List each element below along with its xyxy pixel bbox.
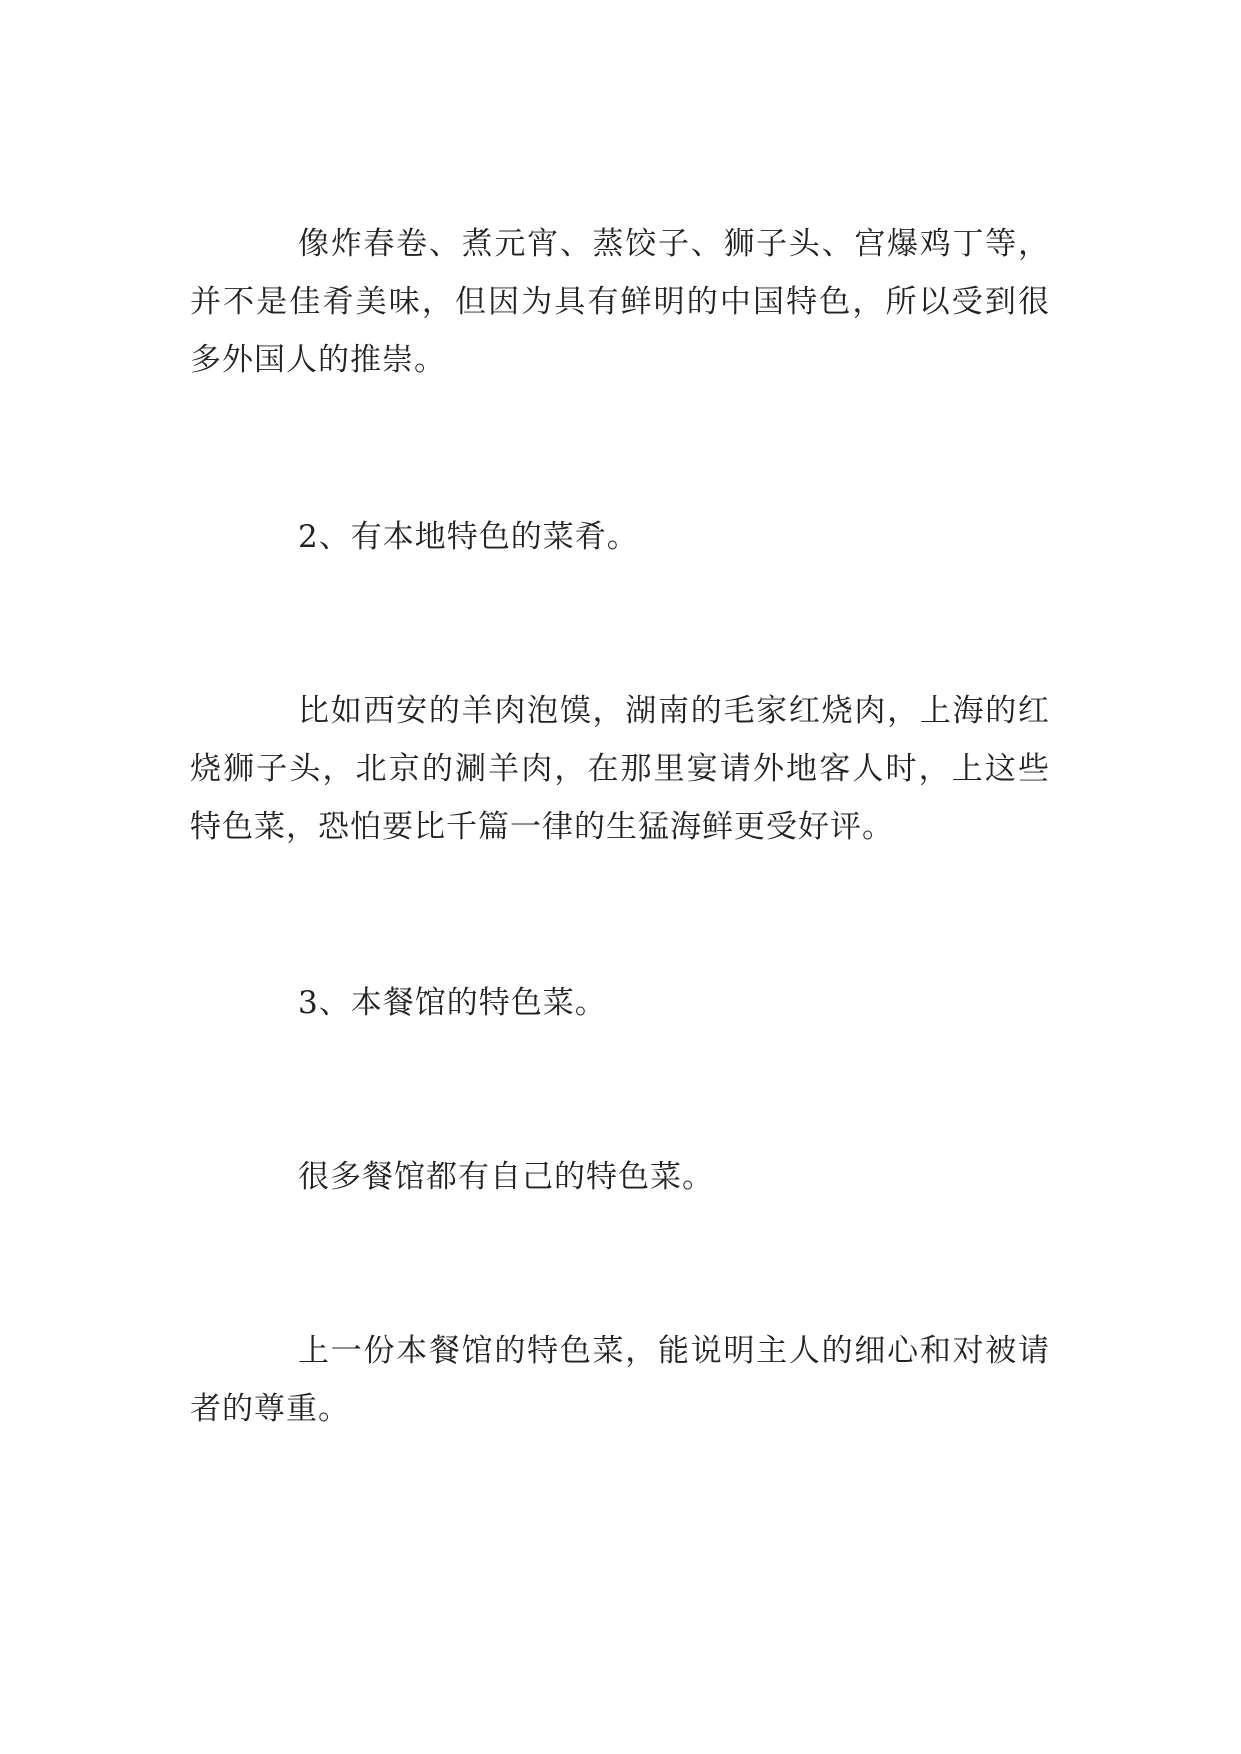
paragraph-restaurant-own-dishes: 很多餐馆都有自己的特色菜。: [298, 1159, 714, 1195]
paragraph-chinese-specialties: 像炸春卷、煮元宵、蒸饺子、狮子头、宫爆鸡丁等，并不是佳肴美味，但因为具有鲜明的中国特色，所以受到很多外国人的推崇。: [190, 226, 1050, 378]
paragraph-local-specialties: 比如西安的羊肉泡馍，湖南的毛家红烧肉，上海的红烧狮子头，北京的涮羊肉，在那里宴请外地客人时，上这些特色菜，恐怕要比千篇一律的生猛海鲜更受好评。: [190, 693, 1050, 845]
heading-local-specialties: 2、有本地特色的菜肴。: [298, 519, 639, 555]
heading-restaurant-specialties: 3、本餐馆的特色菜。: [298, 985, 607, 1021]
paragraph-host-consideration: 上一份本餐馆的特色菜，能说明主人的细心和对被请者的尊重。: [190, 1333, 1050, 1427]
